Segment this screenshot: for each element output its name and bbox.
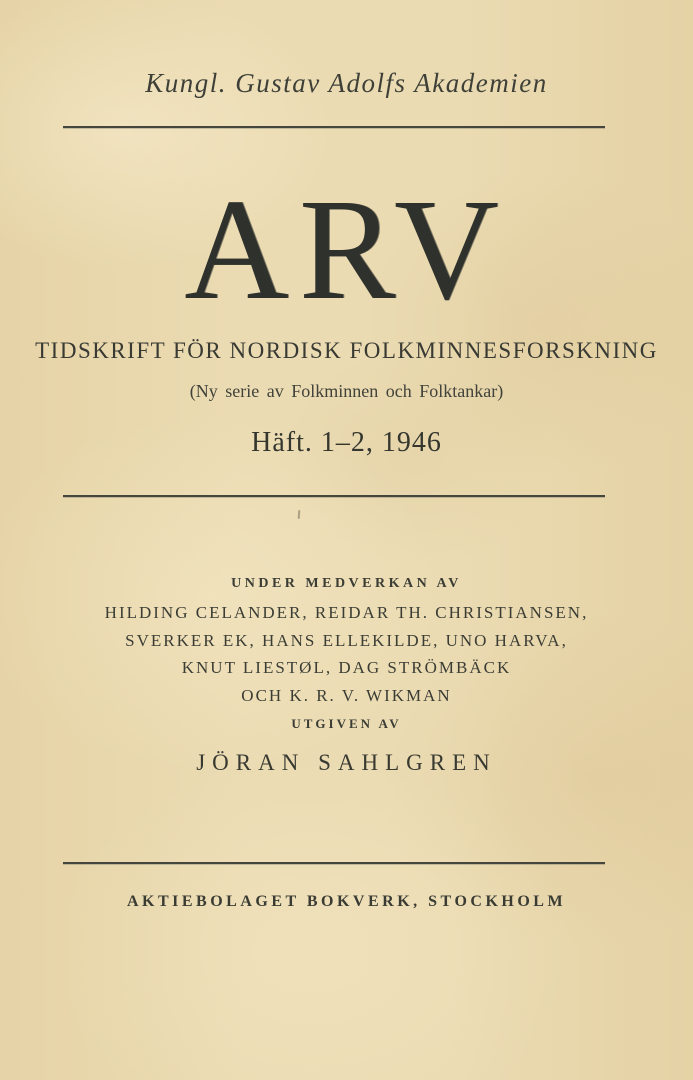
contributor-line: SVERKER EK, HANS ELLEKILDE, UNO HARVA, [125, 630, 568, 650]
paper-mark [298, 510, 301, 519]
journal-title: ARV [184, 170, 509, 330]
contributor-line: OCH K. R. V. WIKMAN [241, 685, 452, 705]
contributors-heading: UNDER MEDVERKAN AV [231, 576, 462, 591]
series-note: (Ny serie av Folkminnen och Folktankar) [189, 381, 504, 401]
imprint: AKTIEBOLAGET BOKVERK, STOCKHOLM [126, 893, 567, 910]
contributor-line: HILDING CELANDER, REIDAR TH. CHRISTIANSEN, [104, 603, 589, 622]
publisher-header: Kungl. Gustav Adolfs Akademien [145, 68, 548, 98]
journal-subtitle: TIDSKRIFT FÖR NORDISK FOLKMINNESFORSKNING [35, 338, 658, 363]
editor-name: JÖRAN SAHLGREN [196, 750, 497, 775]
issue-line: Häft. 1–2, 1946 [251, 427, 442, 458]
divider-rule-top [63, 126, 605, 128]
divider-rule-middle [63, 495, 605, 497]
divider-rule-bottom [63, 862, 605, 864]
contributors-list [0, 599, 693, 709]
contributor-line: KNUT LIESTØL, DAG STRÖMBÄCK [181, 658, 512, 677]
editor-heading: UTGIVEN AV [291, 716, 402, 731]
